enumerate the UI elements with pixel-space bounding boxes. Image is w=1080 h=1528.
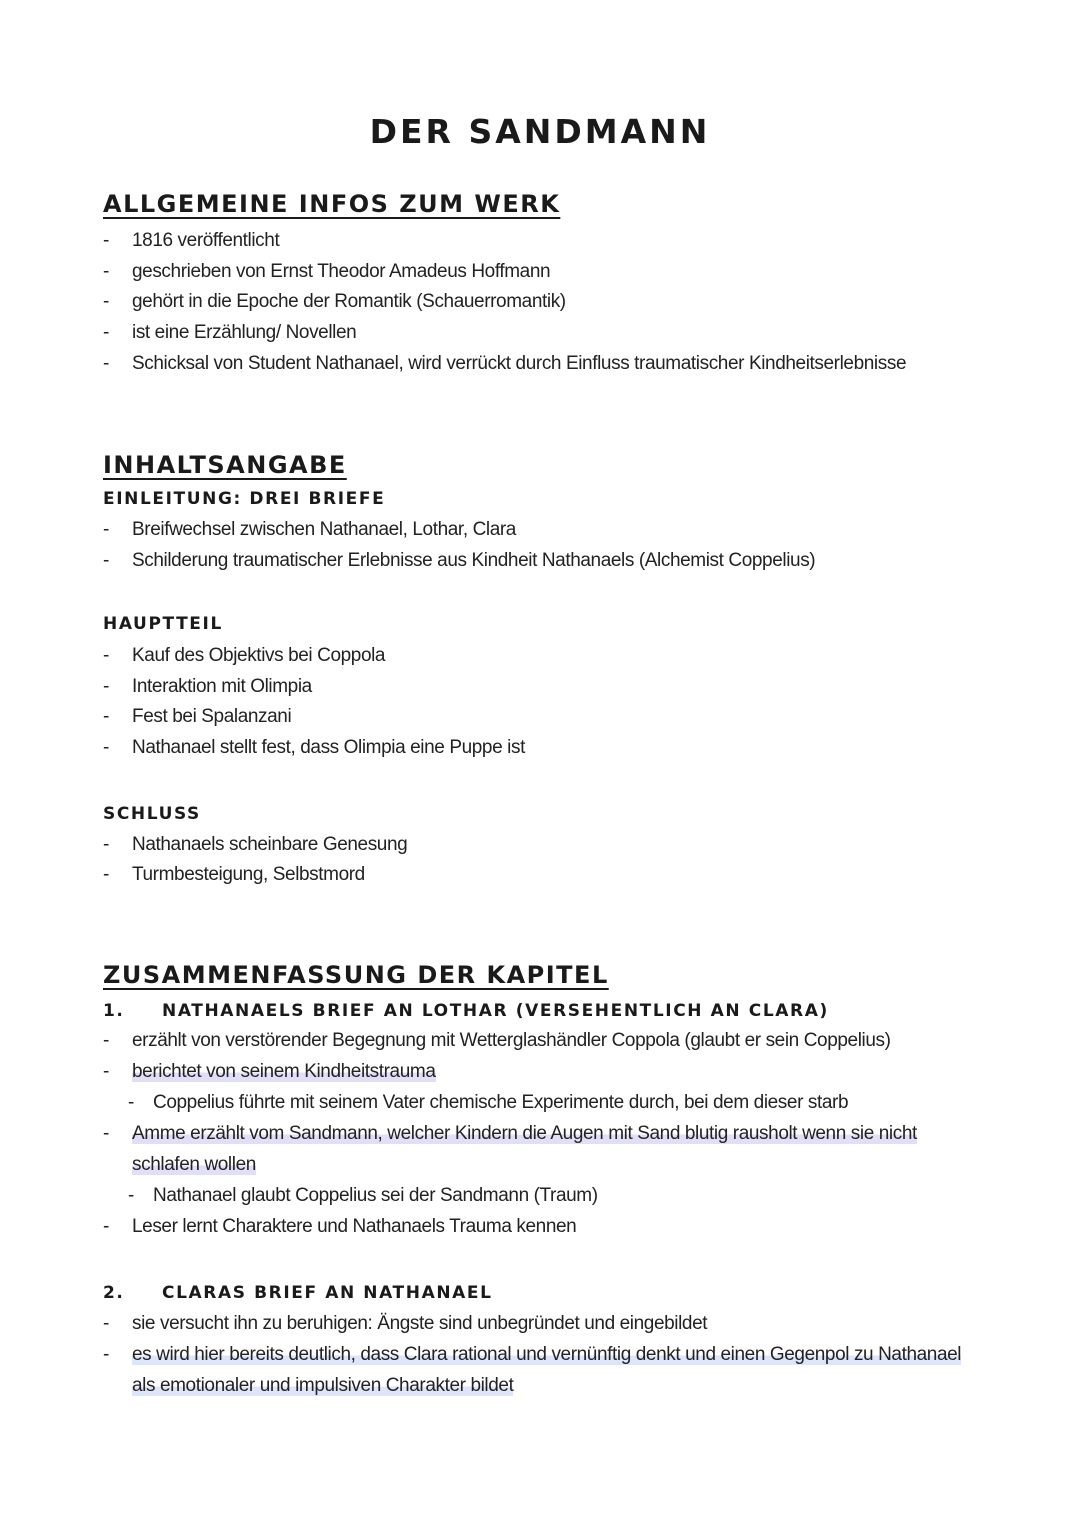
list-item: - Interaktion mit Olimpia [103, 676, 312, 697]
list-item: - Turmbesteigung, Selbstmord [103, 864, 365, 885]
list-item: - sie versucht ihn zu beruhigen: Ängste sind unbegründet und eingebildet [103, 1313, 708, 1334]
list-item: - berichtet von seinem Kindheitstrauma [103, 1061, 436, 1082]
list-item: - geschrieben von Ernst Theodor Amadeus Hoffmann [103, 261, 551, 282]
list-item: - Breifwechsel zwischen Nathanael, Lothar, Clara [103, 519, 516, 540]
section-heading-allgemein: ALLGEMEINE INFOS ZUM WERK [103, 190, 561, 218]
highlighted-text: berichtet von seinem Kindheitstrauma [132, 1061, 436, 1082]
chapter-heading-2: 2. CLARAS BRIEF AN NATHANAEL [103, 1283, 493, 1303]
section-heading-inhalt: INHALTSANGABE [103, 451, 347, 479]
list-item: - Amme erzählt vom Sandmann, welcher Kindern die Augen mit Sand blutig rausholt wenn sie nicht schlafen wollen [103, 1123, 917, 1175]
list-item-sub: - Nathanael glaubt Coppelius sei der Sandmann (Traum) [128, 1185, 598, 1206]
chapter-heading-1: 1. NATHANAELS BRIEF AN LOTHAR (VERSEHENTLICH AN CLARA) [103, 1001, 829, 1021]
list-item: - Nathanael stellt fest, dass Olimpia eine Puppe ist [103, 737, 525, 758]
highlighted-text: Amme erzählt vom Sandmann, welcher Kindern die Augen mit Sand blutig rausholt wenn sie nicht schlafen wollen [132, 1123, 917, 1175]
list-item: - Schicksal von Student Nathanael, wird verrückt durch Einfluss traumatischer Kindheitserlebnisse [103, 353, 907, 374]
list-item: - ist eine Erzählung/ Novellen [103, 322, 357, 343]
list-item: - Fest bei Spalanzani [103, 706, 292, 727]
list-item: - Kauf des Objektivs bei Coppola [103, 645, 386, 666]
list-item: - Nathanaels scheinbare Genesung [103, 834, 408, 855]
subheading-einleitung: EINLEITUNG: DREI BRIEFE [103, 489, 386, 509]
subheading-schluss: SCHLUSS [103, 804, 201, 824]
list-item: - 1816 veröffentlicht [103, 230, 280, 251]
highlighted-text: es wird hier bereits deutlich, dass Clara rational und vernünftig denkt und einen Gegenpol zu Nathanael als emotionaler und impulsiven Charakter bildet [132, 1344, 962, 1396]
list-item: - Schilderung traumatischer Erlebnisse aus Kindheit Nathanaels (Alchemist Coppelius) [103, 550, 816, 571]
section-heading-kapitel: ZUSAMMENFASSUNG DER KAPITEL [103, 961, 609, 989]
list-item: - Leser lernt Charaktere und Nathanaels Trauma kennen [103, 1216, 577, 1237]
list-item-sub: - Coppelius führte mit seinem Vater chemische Experimente durch, bei dem dieser starb [128, 1092, 849, 1113]
list-item: - erzählt von verstörender Begegnung mit Wetterglashändler Coppola (glaubt er sein Coppelius) [103, 1030, 891, 1051]
list-item: - gehört in die Epoche der Romantik (Schauerromantik) [103, 291, 566, 312]
subheading-hauptteil: HAUPTTEIL [103, 614, 223, 634]
list-item: - es wird hier bereits deutlich, dass Clara rational und vernünftig denkt und einen Gegenpol zu Nathanael als emotionaler und impulsiven Charakter bildet [103, 1344, 962, 1396]
page-title: DER SANDMANN [369, 112, 711, 151]
